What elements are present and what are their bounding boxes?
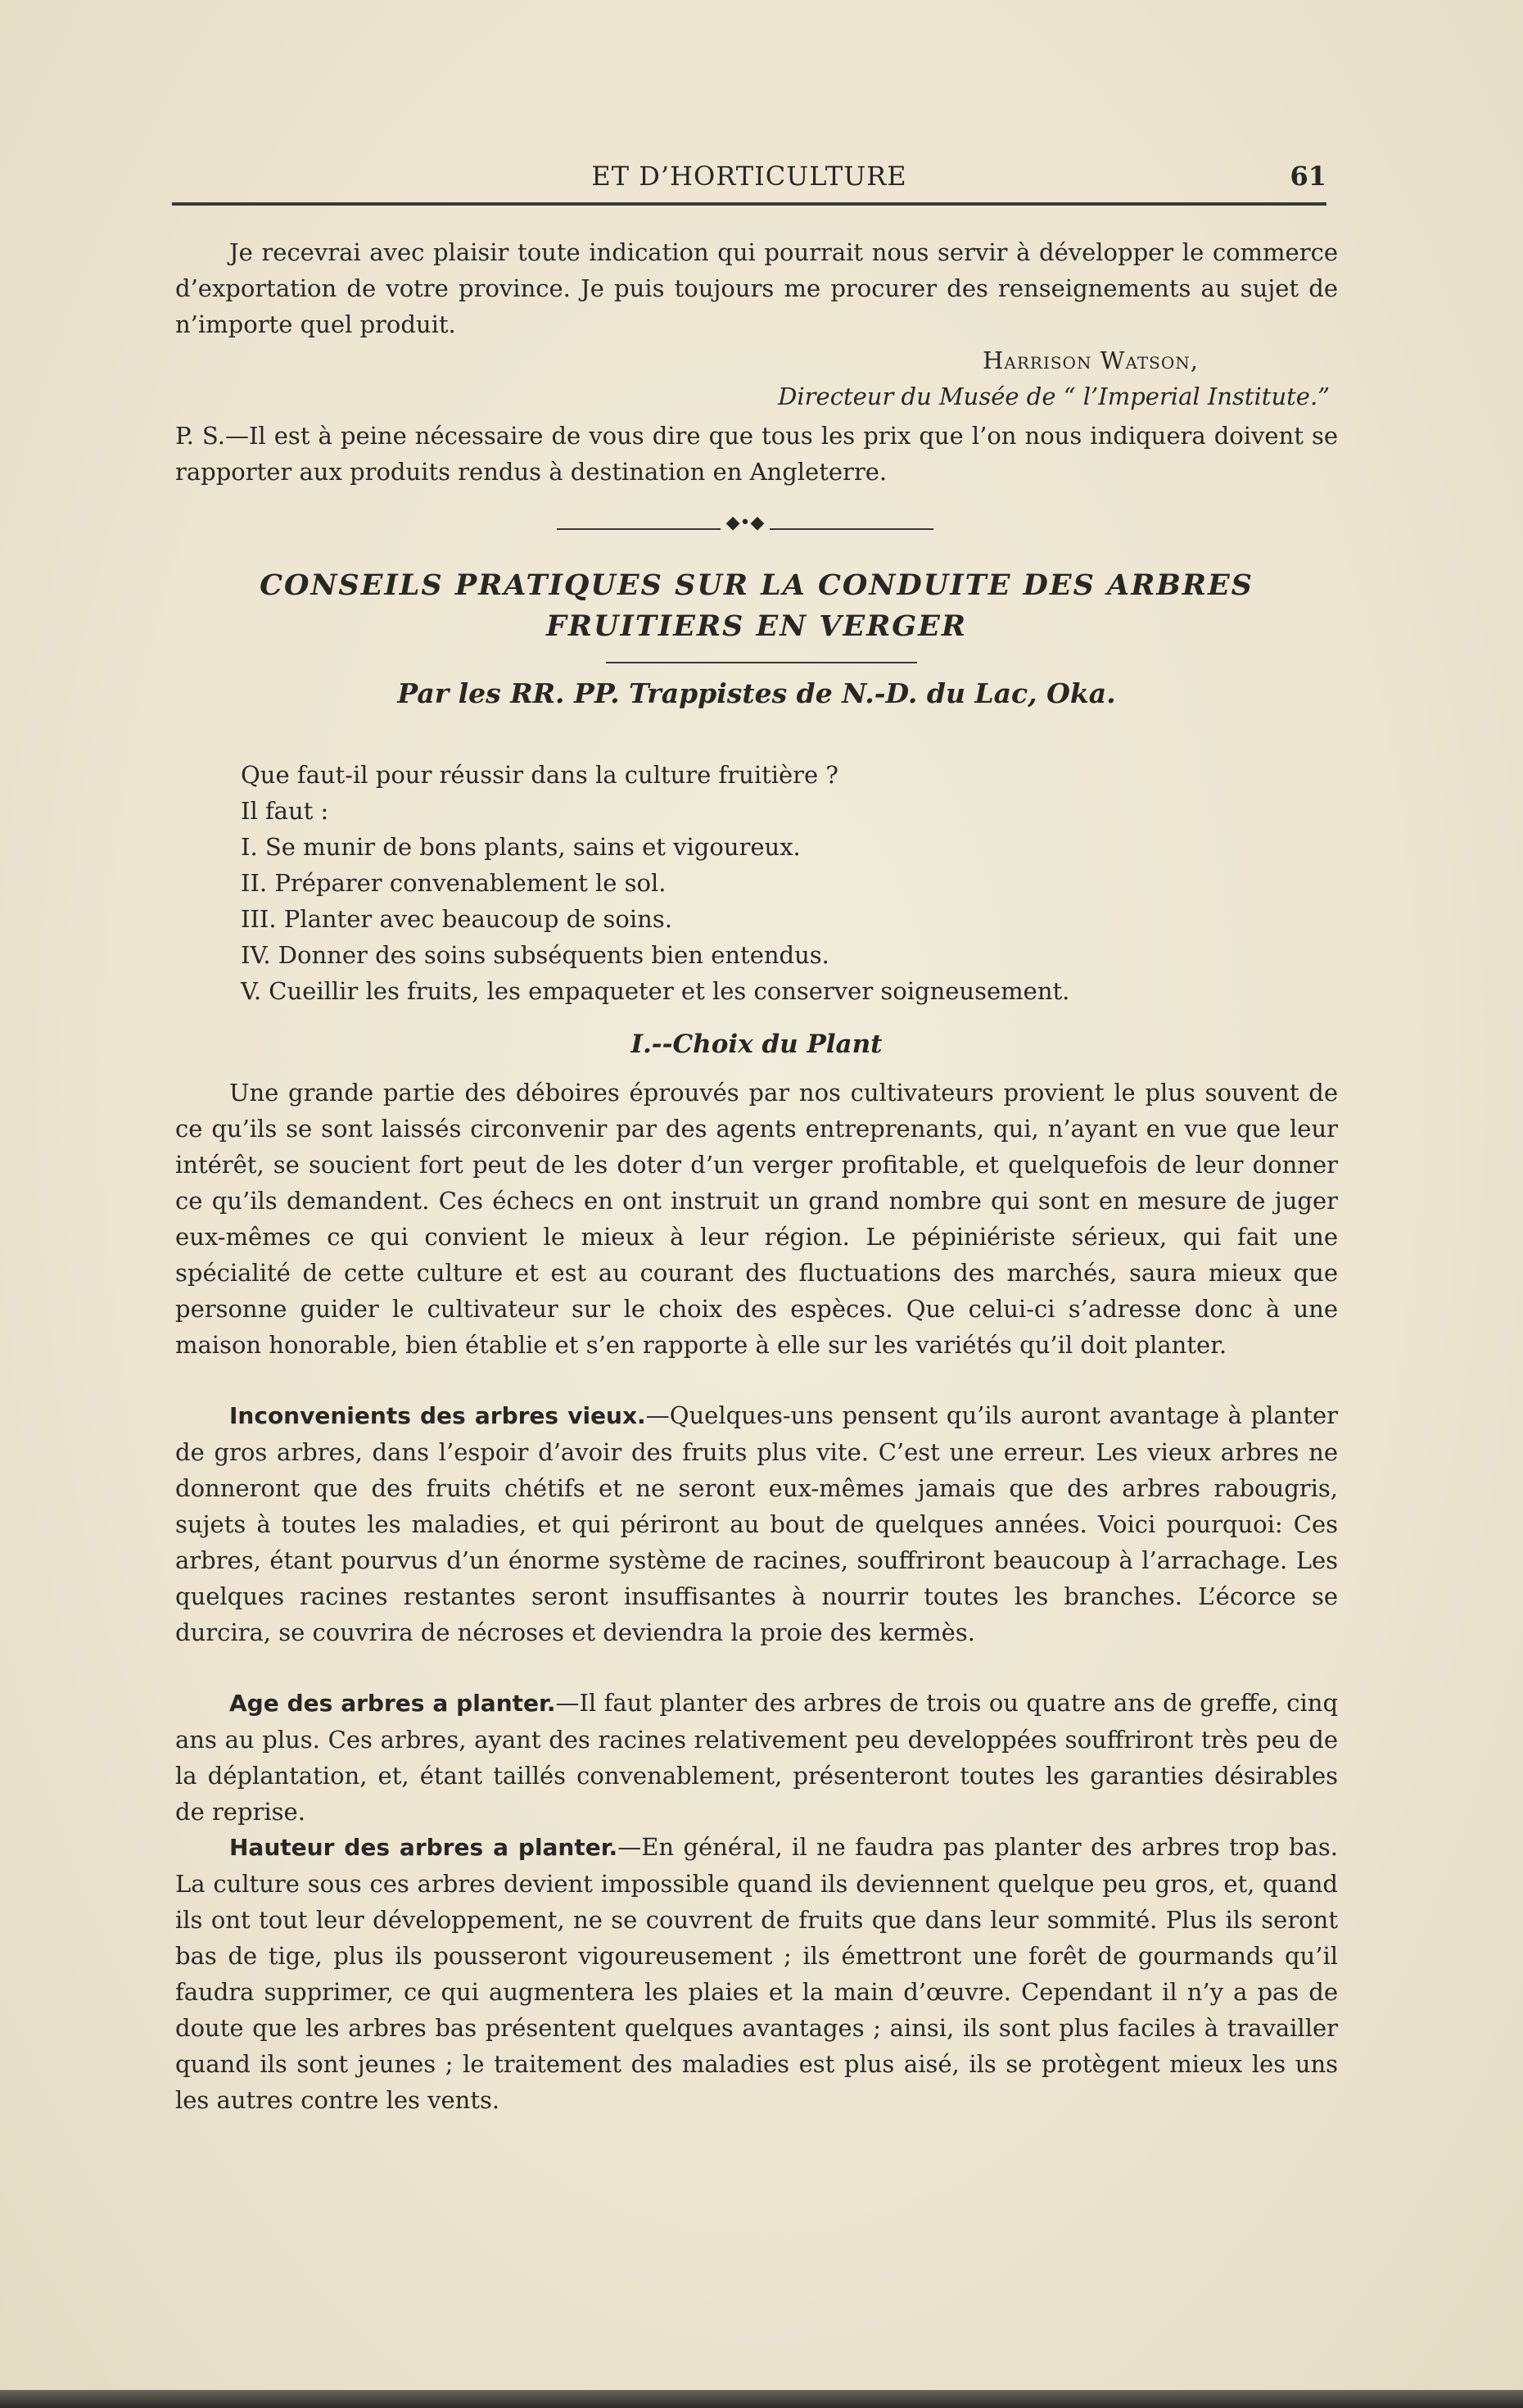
list-item: V. Cueillir les fruits, les empaqueter et les conserver soigneusement.	[241, 977, 1070, 1005]
article-title	[175, 565, 1338, 647]
paragraph-text: —Quelques-uns pensent qu’ils auront avantage à planter de gros arbres, dans l’espoir d’avoir des fruits plus vite. C’est une erreur. Les vieux arbres ne donneront que des fruits chétifs et ne seront eux-mêmes jamais que des arbres rabougris, sujets à toutes les maladies, et qui périront au bout de quelques années. Voici pourquoi: Ces arbres, étant pourvus d’un énorme système de racines, souffriront beaucoup à l’arrachage. Les quelques racines restantes seront insuffisantes à nourrir toutes les branches. L’écorce se durcira, se couvrira de nécroses et deviendra la proie des kermès.	[175, 1401, 1338, 1646]
paragraph-heading: Inconvenients des arbres vieux.	[229, 1402, 646, 1429]
running-title: ET D’HORTICULTURE	[591, 161, 907, 192]
paragraph-text: —En général, il ne faudra pas planter des arbres trop bas. La culture sous ces arbres devient impossible quand ils deviennent quelque peu gros, et, quand ils ont tout leur développement, ne se couvrent de fruits que dans leur sommité. Plus ils seront bas de tige, plus ils pousseront vigoureusement ; ils émettront une forêt de gourmands qu’il faudra supprimer, ce qui augmentera les plaies et la main d’œuvre. Cependant il n’y a pas de doute que les arbres bas présentent quelques avantages ; ainsi, ils sont plus faciles à travailler quand ils sont jeunes ; le traitement des maladies est plus aisé, ils se protègent mieux les uns les autres contre les vents.	[175, 1833, 1338, 2114]
paragraph-tree-height	[175, 1829, 1338, 2118]
page-header	[172, 161, 1326, 193]
divider-ornament-icon: ◆•◆	[725, 513, 765, 533]
list-item: II. Préparer convenablement le sol.	[241, 869, 667, 897]
section-divider	[557, 513, 933, 533]
page-number: 61	[1290, 161, 1326, 192]
byline-rule	[606, 662, 917, 663]
signature-title: Directeur du Musée de “ l’Imperial Institute.”	[778, 382, 1330, 410]
paragraph-old-trees	[175, 1397, 1338, 1650]
list-item: III. Planter avec beaucoup de soins.	[241, 905, 672, 933]
steps-list	[241, 757, 1069, 1009]
paragraph-text: —Il faut planter des arbres de trois ou quatre ans de greffe, cinq ans au plus. Ces arbres, ayant des racines relativement peu developpées souffriront très peu de la déplantation, et, étant taillés convenablement, présenteront toutes les garanties désirables de reprise.	[175, 1689, 1339, 1826]
section-heading: I.--Choix du Plant	[630, 1030, 883, 1059]
article-byline: Par les RR. PP. Trappistes de N.-D. du Lac, Oka.	[397, 677, 1116, 709]
intro-lead: Il faut :	[241, 797, 329, 825]
page-bottom-edge	[0, 2390, 1523, 2408]
header-rule	[172, 202, 1326, 206]
postscript: P. S.—Il est à peine nécessaire de vous dire que tous les prix que l’on nous indiquera doivent se rapporter aux produits rendus à destination en Angleterre.	[175, 422, 1338, 486]
paragraph-heading: Hauteur des arbres a planter.	[229, 1834, 618, 1861]
signature-name: Harrison Watson,	[983, 346, 1199, 374]
paragraph-choice-of-plants: Une grande partie des déboires éprouvés par nos cultivateurs provient le plus souvent de ce qu’ils se sont laissés circonvenir par des agents entreprenants, qui, n’ayant en vue que leur intérêt, se soucient fort peut de les doter d’un verger profitable, et quelquefois de leur donner ce qu’ils demandent. Ces échecs en ont instruit un grand nombre qui sont en mesure de juger eux-mêmes ce qui convient le mieux à leur région. Le pépiniériste sérieux, qui fait une spécialité de cette culture et est au courant des fluctuations des marchés, saura mieux que personne guider le cultivateur sur le choix des espèces. Que celui-ci s’adresse donc à une maison honorable, bien établie et s’en rapporte à elle sur les variétés qu’il doit planter.	[175, 1079, 1338, 1359]
intro-question: Que faut-il pour réussir dans la culture fruitière ?	[241, 761, 838, 789]
paragraph-tree-age	[175, 1685, 1338, 1830]
article-title-line-1: CONSEILS PRATIQUES SUR LA CONDUITE DES ARBRES	[260, 568, 1254, 602]
letter-signature	[175, 342, 1330, 414]
paragraph-heading: Age des arbres a planter.	[229, 1690, 556, 1717]
list-item: I. Se munir de bons plants, sains et vigoureux.	[241, 833, 801, 861]
article-title-line-2: FRUITIERS EN VERGER	[546, 609, 967, 643]
letter-closing-paragraph: Je recevrai avec plaisir toute indication qui pourrait nous servir à développer le commerce d’exportation de votre province. Je puis toujours me procurer des renseignements au sujet de n’importe quel produit.	[175, 238, 1338, 338]
list-item: IV. Donner des soins subséquents bien entendus.	[241, 941, 829, 969]
